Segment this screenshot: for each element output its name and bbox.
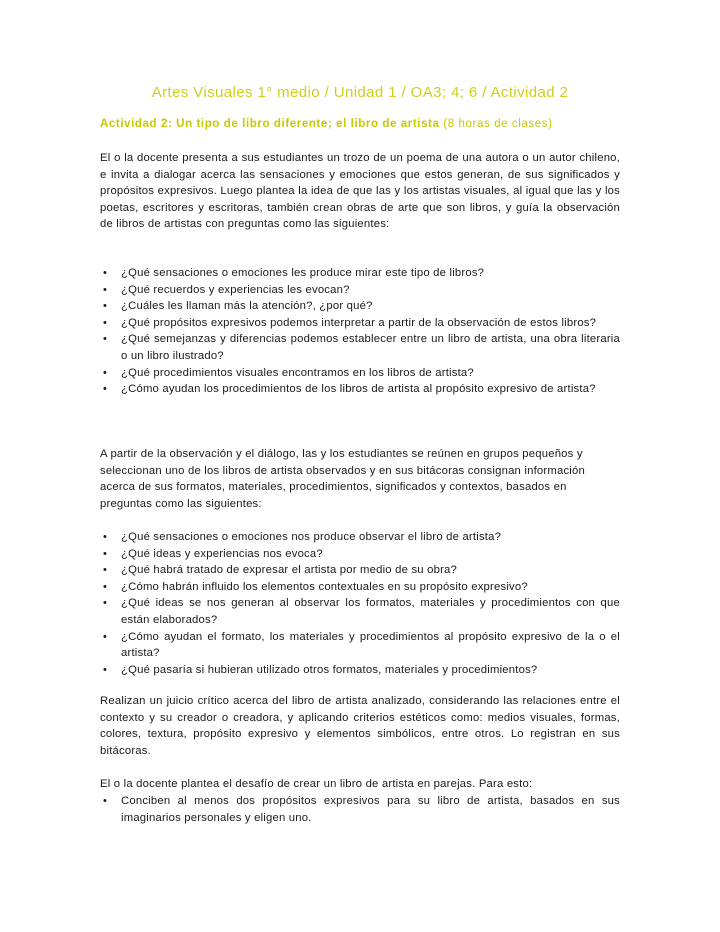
challenge-list — [100, 793, 620, 826]
critique-paragraph: Realizan un juicio crítico acerca del libro de artista analizado, considerando las relaciones entre el contexto y su creador o creadora, y aplicando criterios estéticos como: medios visuales, formas, colores, textura, propósito expresivo y elementos simbólicos, entre otros. Lo registran en sus bitácoras. — [100, 695, 620, 757]
group-paragraph: A partir de la observación y el diálogo, las y los estudiantes se reúnen en grupos pequeños y seleccionan uno de los libros de artista observados y en sus bitácoras consignan información acerca de sus formatos, materiales, procedimientos, significados y contextos, basados en preguntas como las siguientes: — [100, 448, 585, 510]
list-item: • ¿Cómo ayudan los procedimientos de los libros de artista al propósito expresivo de artista? — [100, 381, 620, 398]
challenge-paragraph: El o la docente plantea el desafío de crear un libro de artista en parejas. Para esto: — [100, 778, 533, 790]
observation-questions-list — [100, 265, 620, 398]
intro-paragraph: El o la docente presenta a sus estudiantes un trozo de un poema de una autora o un autor chileno, e invita a dialogar acerca las sensaciones y emociones que estos generan, de sus significados y propósitos expresivos. Luego plantea la idea de que las y los artistas visuales, al igual que las y los poetas, escritores y escritoras, también crean obras de arte que son libros, y guía la observación de libros de artistas con preguntas como las siguientes: — [100, 152, 620, 231]
activity-heading — [100, 118, 630, 130]
list-item: • ¿Cómo ayudan el formato, los materiales y procedimientos al propósito expresivo de la o el artista? — [100, 629, 620, 662]
list-item: • ¿Qué habrá tratado de expresar el artista por medio de su obra? — [100, 562, 620, 579]
list-item: • ¿Qué semejanzas y diferencias podemos establecer entre un libro de artista, una obra literaria o un libro ilustrado? — [100, 331, 620, 364]
list-item: • ¿Qué procedimientos visuales encontramos en los libros de artista? — [100, 365, 620, 382]
list-item: • ¿Qué recuerdos y experiencias les evocan? — [100, 282, 620, 299]
list-item: • ¿Cómo habrán influido los elementos contextuales en su propósito expresivo? — [100, 579, 620, 596]
page-title: Artes Visuales 1° medio / Unidad 1 / OA3; 4; 6 / Actividad 2 — [151, 84, 569, 101]
list-item: • ¿Qué pasaría si hubieran utilizado otros formatos, materiales y procedimientos? — [100, 662, 620, 679]
list-item: • ¿Qué ideas se nos generan al observar los formatos, materiales y procedimientos con que están elaborados? — [100, 595, 620, 628]
list-item: • ¿Qué sensaciones o emociones les produce mirar este tipo de libros? — [100, 265, 620, 282]
list-item: • Conciben al menos dos propósitos expresivos para su libro de artista, basados en sus imaginarios personales y eligen uno. — [100, 793, 620, 826]
activity-title: Actividad 2: Un tipo de libro diferente; el libro de artista — [100, 118, 440, 130]
activity-hours: (8 horas de clases) — [439, 118, 553, 130]
list-item: • ¿Qué propósitos expresivos podemos interpretar a partir de la observación de estos libros? — [100, 315, 620, 332]
list-item: • ¿Cuáles les llaman más la atención?, ¿por qué? — [100, 298, 620, 315]
list-item: • ¿Qué sensaciones o emociones nos produce observar el libro de artista? — [100, 529, 620, 546]
list-item: • ¿Qué ideas y experiencias nos evoca? — [100, 546, 620, 563]
group-questions-list — [100, 529, 620, 678]
